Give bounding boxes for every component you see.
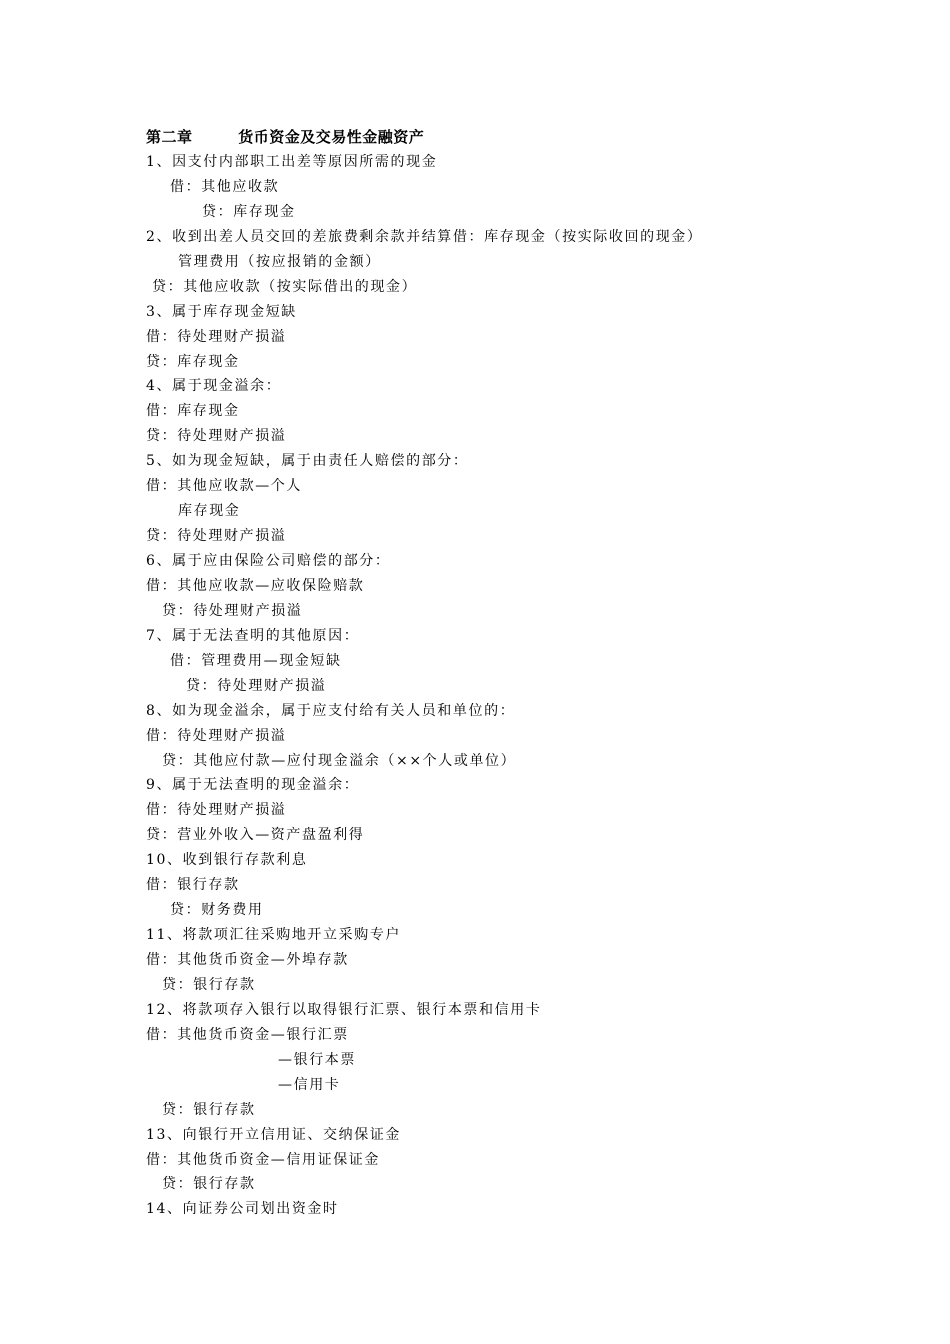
text-line: 借：其他货币资金—银行汇票 [146,1026,349,1043]
text-line: 借：其他货币资金—信用证保证金 [146,1151,380,1168]
text-line: 借：其他应收款 [170,178,280,195]
text-line: 库存现金 [178,503,241,520]
text-line: 贷：待处理财产损溢 [186,677,327,694]
text-line: 9、属于无法查明的现金溢余： [146,777,360,794]
text-line: 借：待处理财产损溢 [146,328,287,345]
text-line: 贷：待处理财产损溢 [146,528,287,545]
text-line: 管理费用（按应报销的金额） [178,253,381,270]
text-line: 贷：待处理财产损溢 [146,428,287,445]
text-line: 10、收到银行存款利息 [146,852,308,869]
journal-entry-lines [146,150,866,1222]
text-line: 借：其他货币资金—外埠存款 [146,952,349,968]
text-line: 贷：银行存款 [162,1101,256,1118]
text-line: 贷：其他应收款（按实际借出的现金） [152,278,418,295]
text-line: 借：管理费用—现金短缺 [170,652,342,669]
text-line: 3、属于库存现金短缺 [146,303,297,320]
text-line: 贷：库存现金 [146,353,240,370]
text-line: 贷：银行存款 [162,1176,256,1193]
text-line: 贷：银行存款 [162,976,256,993]
text-line: 贷：财务费用 [170,902,264,919]
text-line: 借：待处理财产损溢 [146,727,287,744]
text-line: 借：待处理财产损溢 [146,802,287,819]
chapter-title: 第二章 货币资金及交易性金融资产 [146,128,425,146]
text-line: —信用卡 [278,1076,341,1093]
text-line: 13、向银行开立信用证、交纳保证金 [146,1126,402,1143]
text-line: 1、因支付内部职工出差等原因所需的现金 [146,154,438,170]
text-line: 6、属于应由保险公司赔偿的部分： [146,553,391,569]
text-line: 借：库存现金 [146,403,240,420]
text-line: —银行本票 [278,1051,356,1068]
text-line: 借：其他应收款—个人 [146,478,302,495]
text-line: 14、向证券公司划出资金时 [146,1201,339,1218]
text-line: 5、如为现金短缺，属于由责任人赔偿的部分： [146,453,469,470]
text-line: 7、属于无法查明的其他原因： [146,627,360,644]
text-line: 贷：库存现金 [202,203,296,220]
text-line: 贷：营业外收入—资产盘盈利得 [146,827,365,844]
text-line: 贷：其他应付款—应付现金溢余（××个人或单位） [162,752,517,769]
text-line: 借：银行存款 [146,877,240,894]
text-line: 12、将款项存入银行以取得银行汇票、银行本票和信用卡 [146,1001,542,1018]
text-line: 贷：待处理财产损溢 [162,602,303,619]
text-line: 4、属于现金溢余： [146,378,282,395]
text-line: 2、收到出差人员交回的差旅费剩余款并结算借：库存现金（按实际收回的现金） [146,228,703,245]
text-line: 8、如为现金溢余，属于应支付给有关人员和单位的： [146,702,516,719]
text-line: 借：其他应收款—应收保险赔款 [146,577,365,594]
text-line: 11、将款项汇往采购地开立采购专户 [146,927,402,944]
